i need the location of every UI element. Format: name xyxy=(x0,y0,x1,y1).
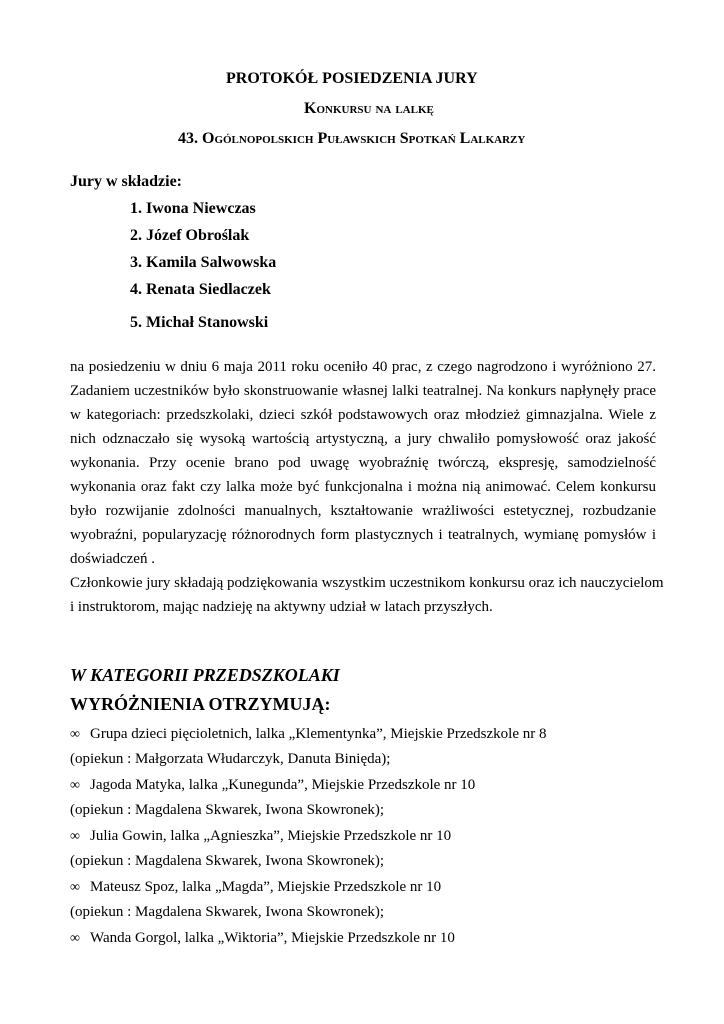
body-line: wykonania. Przy ocenie brano pod uwagę wyobraźnię twórczą, ekspresję, samodzielność xyxy=(70,455,656,471)
infinity-bullet-icon: ∞ xyxy=(70,727,80,742)
award-tutor: (opiekun : Małgorzata Włudarczyk, Danuta Binięda); xyxy=(70,751,391,767)
infinity-bullet-icon: ∞ xyxy=(70,880,80,895)
award-entry xyxy=(70,828,451,845)
jury-heading: Jury w składzie: xyxy=(70,173,182,190)
award-tutor: (opiekun : Magdalena Skwarek, Iwona Skowronek); xyxy=(70,802,385,818)
award-entry-text: Julia Gowin, lalka „Agnieszka”, Miejskie Przedszkole nr 10 xyxy=(90,828,452,844)
award-entry-text: Wanda Gorgol, lalka „Wiktoria”, Miejskie Przedszkole nr 10 xyxy=(90,930,455,946)
jury-member: 1. Iwona Niewczas xyxy=(130,200,256,217)
body-line: wykonania oraz fakt czy lalka może być funkcjonalna i można nią animować. Celem konkursu xyxy=(70,479,656,495)
award-entry xyxy=(70,726,547,743)
award-entry-text: Grupa dzieci pięcioletnich, lalka „Klementynka”, Miejskie Przedszkole nr 8 xyxy=(90,726,547,742)
body-line: na posiedzeniu w dniu 6 maja 2011 roku oceniło 40 prac, z czego nagrodzono i wyróżniono 27. xyxy=(70,359,656,375)
award-entry xyxy=(70,777,475,794)
body-line: Zadaniem uczestników było skonstruowanie własnej lalki teatralnej. Na konkurs napłynęły prace xyxy=(70,383,656,399)
document-title: PROTOKÓŁ POSIEDZENIA JURY xyxy=(226,70,478,87)
jury-member: 5. Michał Stanowski xyxy=(130,314,269,331)
event-name: 43. Ogólnopolskich Puławskich Spotkań Lalkarzy xyxy=(178,130,526,147)
jury-member: 4. Renata Siedlaczek xyxy=(130,281,271,298)
body-line: nich odznaczało się wysoką wartością artystyczną, a jury chwaliło pomysłowość oraz jakość xyxy=(70,431,656,447)
protocol-body xyxy=(70,355,664,619)
awards-heading: WYRÓŻNIENIA OTRZYMUJĄ: xyxy=(70,694,331,714)
award-tutor: (opiekun : Magdalena Skwarek, Iwona Skowronek); xyxy=(70,904,385,920)
body-line: i instruktorom, mając nadzieję na aktywny udział w latach przyszłych. xyxy=(70,599,493,615)
jury-member: 3. Kamila Salwowska xyxy=(130,254,277,271)
category-title: W KATEGORII PRZEDSZKOLAKI xyxy=(70,665,340,685)
body-line: w kategoriach: przedszkolaki, dzieci szkół podstawowych oraz młodzież gimnazjalna. Wiele z xyxy=(70,407,656,423)
jury-member: 2. Józef Obroślak xyxy=(130,227,250,244)
document-subtitle: Konkursu na lalkę xyxy=(304,100,434,117)
award-entry-text: Jagoda Matyka, lalka „Kunegunda”, Miejskie Przedszkole nr 10 xyxy=(90,777,476,793)
award-entry-text: Mateusz Spoz, lalka „Magda”, Miejskie Przedszkole nr 10 xyxy=(90,879,442,895)
award-entry xyxy=(70,879,441,896)
award-entry xyxy=(70,930,455,947)
infinity-bullet-icon: ∞ xyxy=(70,829,80,844)
body-line: doświadczeń . xyxy=(70,551,155,567)
award-tutor: (opiekun : Magdalena Skwarek, Iwona Skowronek); xyxy=(70,853,385,869)
infinity-bullet-icon: ∞ xyxy=(70,778,80,793)
body-line: wyobraźni, popularyzację różnorodnych form plastycznych i teatralnych, wymianę pomysłów i xyxy=(70,527,656,543)
body-line: Członkowie jury składają podziękowania wszystkim uczestnikom konkursu oraz ich nauczycielom xyxy=(70,575,664,591)
infinity-bullet-icon: ∞ xyxy=(70,931,80,946)
body-line: było rozwijanie zdolności manualnych, kształtowanie wrażliwości estetycznej, rozbudzanie xyxy=(70,503,656,519)
